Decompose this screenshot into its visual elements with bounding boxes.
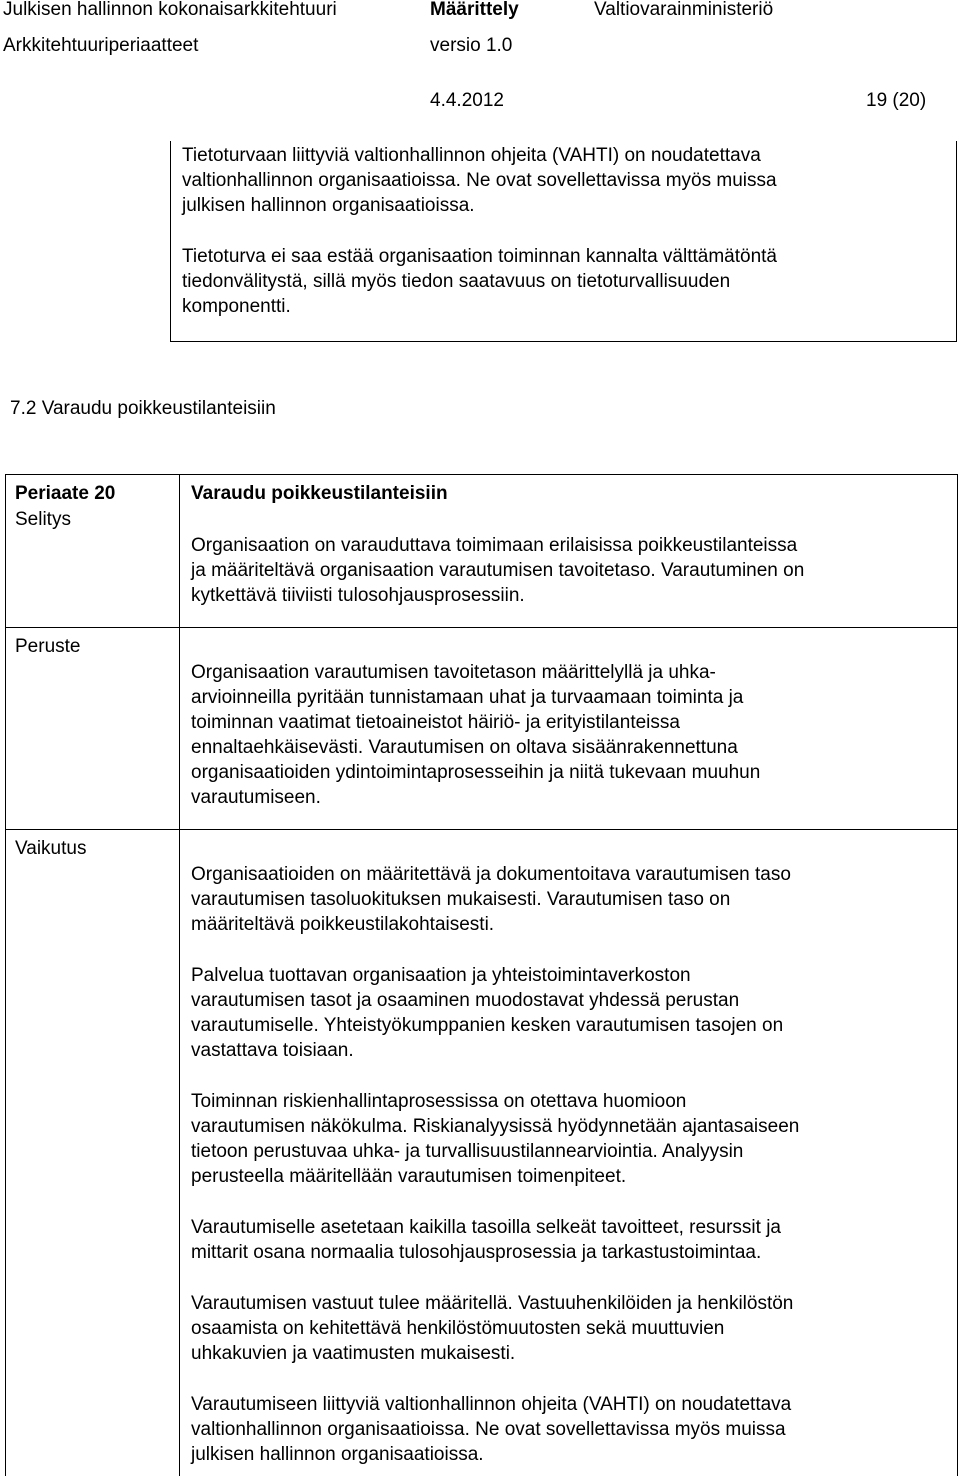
vaikutus-line: julkisen hallinnon organisaatioissa. — [191, 1442, 957, 1467]
selitys-line: Organisaation on varauduttava toimimaan erilaisissa poikkeustilanteissa — [191, 533, 957, 558]
vaikutus-line: Palvelua tuottavan organisaation ja yhteistoimintaverkoston — [191, 963, 957, 988]
vaikutus-line: mittarit osana normaalia tulosohjausprosessia ja tarkastustoimintaa. — [191, 1240, 957, 1265]
continued-principle-box — [170, 141, 957, 342]
label-peruste: Peruste — [15, 634, 179, 660]
section-heading: 7.2 Varaudu poikkeustilanteisiin — [10, 396, 276, 422]
principle-title: Varaudu poikkeustilanteisiin — [191, 481, 957, 507]
principle-row-peruste — [6, 628, 958, 830]
label-cell — [6, 830, 180, 1476]
principle-row-vaikutus — [6, 830, 958, 1476]
vaikutus-line: Varautumiseen liittyviä valtionhallinnon ohjeita (VAHTI) on noudatettava — [191, 1392, 957, 1417]
header-ministry: Valtiovarainministeriö — [594, 0, 773, 22]
vaikutus-line: varautumisen tasoluokituksen mukaisesti. Varautumisen taso on — [191, 887, 957, 912]
vaikutus-line: Toiminnan riskienhallintaprosessissa on otettava huomioon — [191, 1089, 957, 1114]
header-subtitle: Arkkitehtuuriperiaatteet — [3, 34, 198, 58]
vaikutus-cell — [180, 830, 958, 1476]
header-version: versio 1.0 — [430, 34, 512, 58]
vaikutus-line: varautumisen tasot ja osaaminen muodostavat yhdessä perustan — [191, 988, 957, 1013]
vaikutus-line: valtionhallinnon organisaatioissa. Ne ovat sovellettavissa myös muissa — [191, 1417, 957, 1442]
principle-row-selitys — [6, 475, 958, 628]
label-selitys: Selitys — [15, 507, 179, 533]
label-cell — [6, 628, 180, 830]
header-doc-type: Määrittely — [430, 0, 519, 22]
peruste-line: Organisaation varautumisen tavoitetason määrittelyllä ja uhka- — [191, 660, 957, 685]
box-line: tiedonvälitystä, sillä myös tiedon saatavuus on tietoturvallisuuden — [182, 269, 777, 294]
box-line: valtionhallinnon organisaatioissa. Ne ovat sovellettavissa myös muissa — [182, 168, 777, 193]
peruste-cell — [180, 628, 958, 830]
principle-number: Periaate 20 — [15, 481, 179, 507]
peruste-line: arvioinneilla pyritään tunnistamaan uhat ja turvaamaan toiminta ja — [191, 685, 957, 710]
peruste-line: toiminnan vaatimat tietoaineistot häiriö- ja erityistilanteissa — [191, 710, 957, 735]
peruste-line: ennaltaehkäisevästi. Varautumisen on oltava sisäänrakennettuna — [191, 735, 957, 760]
vaikutus-line: uhkakuvien ja vaatimusten mukaisesti. — [191, 1341, 957, 1366]
box-line: Tietoturvaan liittyviä valtionhallinnon ohjeita (VAHTI) on noudatettava — [182, 143, 777, 168]
vaikutus-line: määriteltävä poikkeustilakohtaisesti. — [191, 912, 957, 937]
vaikutus-line: Organisaatioiden on määritettävä ja dokumentoitava varautumisen taso — [191, 862, 957, 887]
selitys-line: ja määriteltävä organisaation varautumisen tavoitetaso. Varautuminen on — [191, 558, 957, 583]
vaikutus-line: varautumiselle. Yhteistyökumppanien kesken varautumisen tasojen on — [191, 1013, 957, 1038]
vaikutus-line: Varautumisen vastuut tulee määritellä. Vastuuhenkilöiden ja henkilöstön — [191, 1291, 957, 1316]
peruste-line: varautumiseen. — [191, 785, 957, 810]
label-vaikutus: Vaikutus — [15, 836, 179, 862]
header-date: 4.4.2012 — [430, 89, 504, 113]
vaikutus-line: Varautumiselle asetetaan kaikilla tasoilla selkeät tavoitteet, resurssit ja — [191, 1215, 957, 1240]
vaikutus-line: tietoon perustuvaa uhka- ja turvallisuustilannearviointia. Analyysin — [191, 1139, 957, 1164]
label-cell — [6, 475, 180, 628]
peruste-line: organisaatioiden ydintoimintaprosesseihin ja niitä tukevaan muuhun — [191, 760, 957, 785]
selitys-cell — [180, 475, 958, 628]
vaikutus-line: varautumisen näkökulma. Riskianalyysissä hyödynnetään ajantasaiseen — [191, 1114, 957, 1139]
vaikutus-line: perusteella määritellään varautumisen toimenpiteet. — [191, 1164, 957, 1189]
principle-table — [5, 474, 958, 1476]
header-page-number: 19 (20) — [866, 89, 926, 113]
box-line: Tietoturva ei saa estää organisaation toiminnan kannalta välttämätöntä — [182, 244, 777, 269]
selitys-line: kytkettävä tiiviisti tulosohjausprosessiin. — [191, 583, 957, 608]
box-line: julkisen hallinnon organisaatioissa. — [182, 193, 777, 218]
vaikutus-line: osaamista on kehitettävä henkilöstömuutosten sekä muuttuvien — [191, 1316, 957, 1341]
box-line: komponentti. — [182, 294, 777, 319]
header-org-title: Julkisen hallinnon kokonaisarkkitehtuuri — [3, 0, 337, 22]
vaikutus-line: vastattava toisiaan. — [191, 1038, 957, 1063]
